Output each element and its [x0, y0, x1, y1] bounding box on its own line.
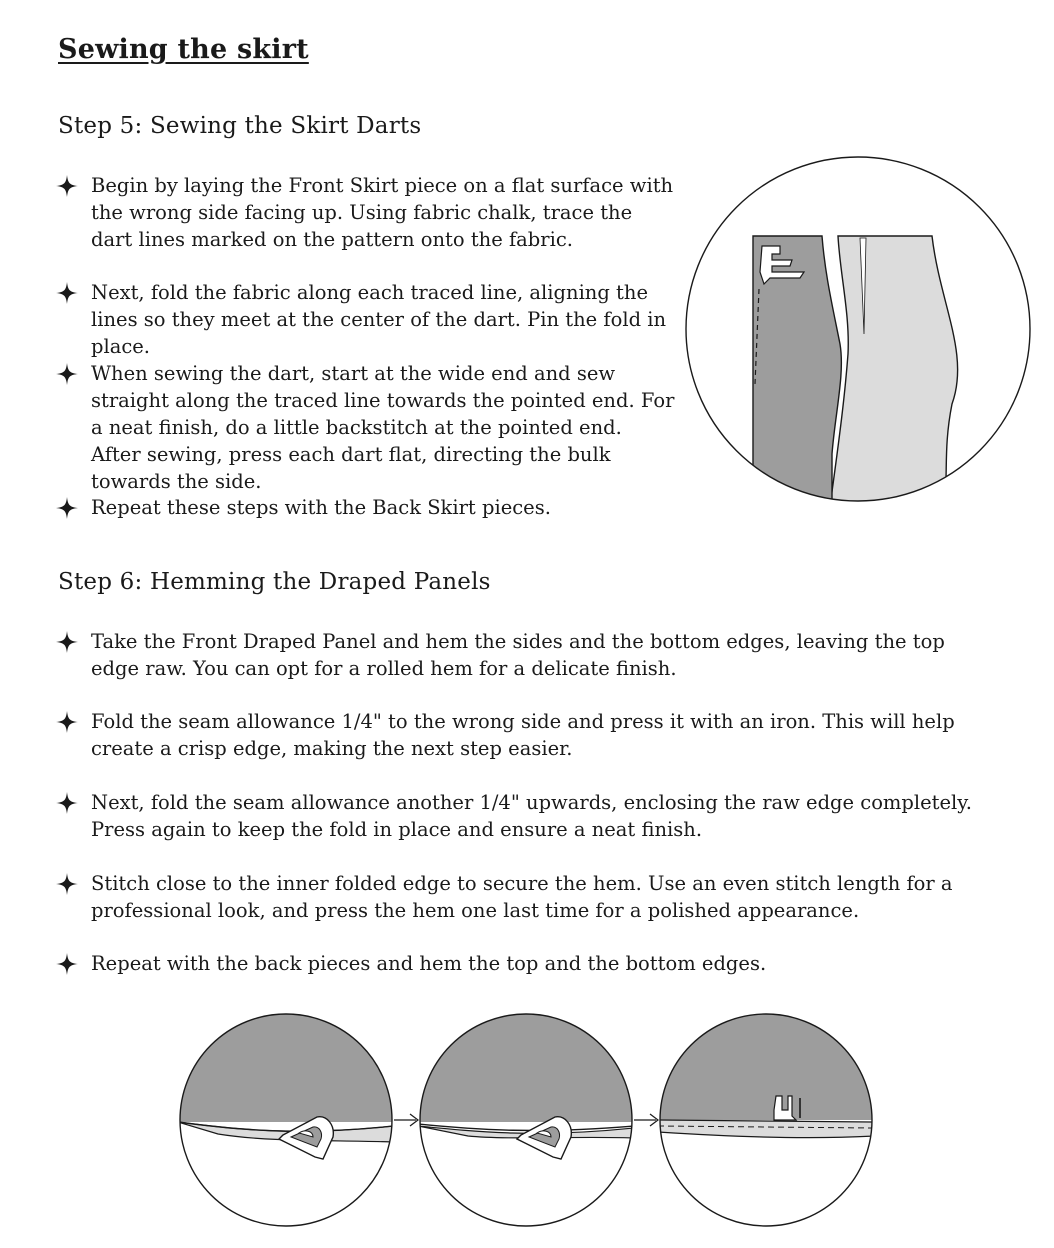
step5-heading: Step 5: Sewing the Skirt Darts — [58, 113, 422, 139]
iron-icon — [279, 1117, 333, 1159]
step5-bullet-2 — [56, 279, 676, 360]
step6-bullet-1 — [56, 628, 986, 682]
bullet-text: When sewing the dart, start at the wide end and sew straight along the traced line towards the pointed end. For a neat finish, do a little backstitch at the pointed end. After sewing, press each dart flat, directing the bulk towards the side. — [91, 362, 675, 493]
star-bullet-icon — [56, 953, 78, 975]
arrow-right-icon — [634, 1114, 658, 1126]
hem-step-1-press — [178, 1010, 394, 1159]
step5-bullet-1 — [56, 172, 676, 253]
bullet-text: Stitch close to the inner folded edge to secure the hem. Use an even stitch length for a professional look, and press the hem one last time for a polished appearance. — [91, 872, 953, 922]
step6-bullet-3 — [56, 789, 986, 843]
step6-heading: Step 6: Hemming the Draped Panels — [58, 569, 491, 595]
dart-illustration — [680, 154, 1036, 506]
bullet-text: Fold the seam allowance 1/4" to the wrong side and press it with an iron. This will help create a crisp edge, making the next step easier. — [91, 710, 955, 760]
page-title: Sewing the skirt — [58, 34, 309, 65]
step5-bullet-3 — [56, 360, 676, 495]
bullet-text: Take the Front Draped Panel and hem the sides and the bottom edges, leaving the top edge raw. You can opt for a rolled hem for a delicate finish. — [91, 630, 945, 680]
hem-steps-illustration — [178, 1010, 882, 1234]
bullet-text: Begin by laying the Front Skirt piece on a flat surface with the wrong side facing up. Using fabric chalk, trace the dart lines marked on the pattern onto the fabric. — [91, 174, 674, 251]
step6-bullet-2 — [56, 708, 986, 762]
bullet-text: Next, fold the seam allowance another 1/4" upwards, enclosing the raw edge completely. Press again to keep the fold in place and ensure a neat finish. — [91, 791, 972, 841]
bullet-text: Repeat with the back pieces and hem the top and the bottom edges. — [91, 952, 767, 975]
star-bullet-icon — [56, 363, 78, 385]
star-bullet-icon — [56, 792, 78, 814]
star-bullet-icon — [56, 175, 78, 197]
arrow-right-icon — [394, 1114, 418, 1126]
hem-step-2-press — [418, 1010, 634, 1159]
star-bullet-icon — [56, 873, 78, 895]
step5-bullet-4 — [56, 494, 676, 521]
star-bullet-icon — [56, 711, 78, 733]
star-bullet-icon — [56, 631, 78, 653]
star-bullet-icon — [56, 497, 78, 519]
step6-bullet-5 — [56, 950, 986, 977]
bullet-text: Next, fold the fabric along each traced line, aligning the lines so they meet at the center of the dart. Pin the fold in place. — [91, 281, 667, 358]
star-bullet-icon — [56, 282, 78, 304]
iron-icon — [517, 1117, 571, 1159]
hem-step-3-stitch — [658, 1010, 874, 1138]
step6-bullet-4 — [56, 870, 986, 924]
bullet-text: Repeat these steps with the Back Skirt pieces. — [91, 496, 551, 519]
